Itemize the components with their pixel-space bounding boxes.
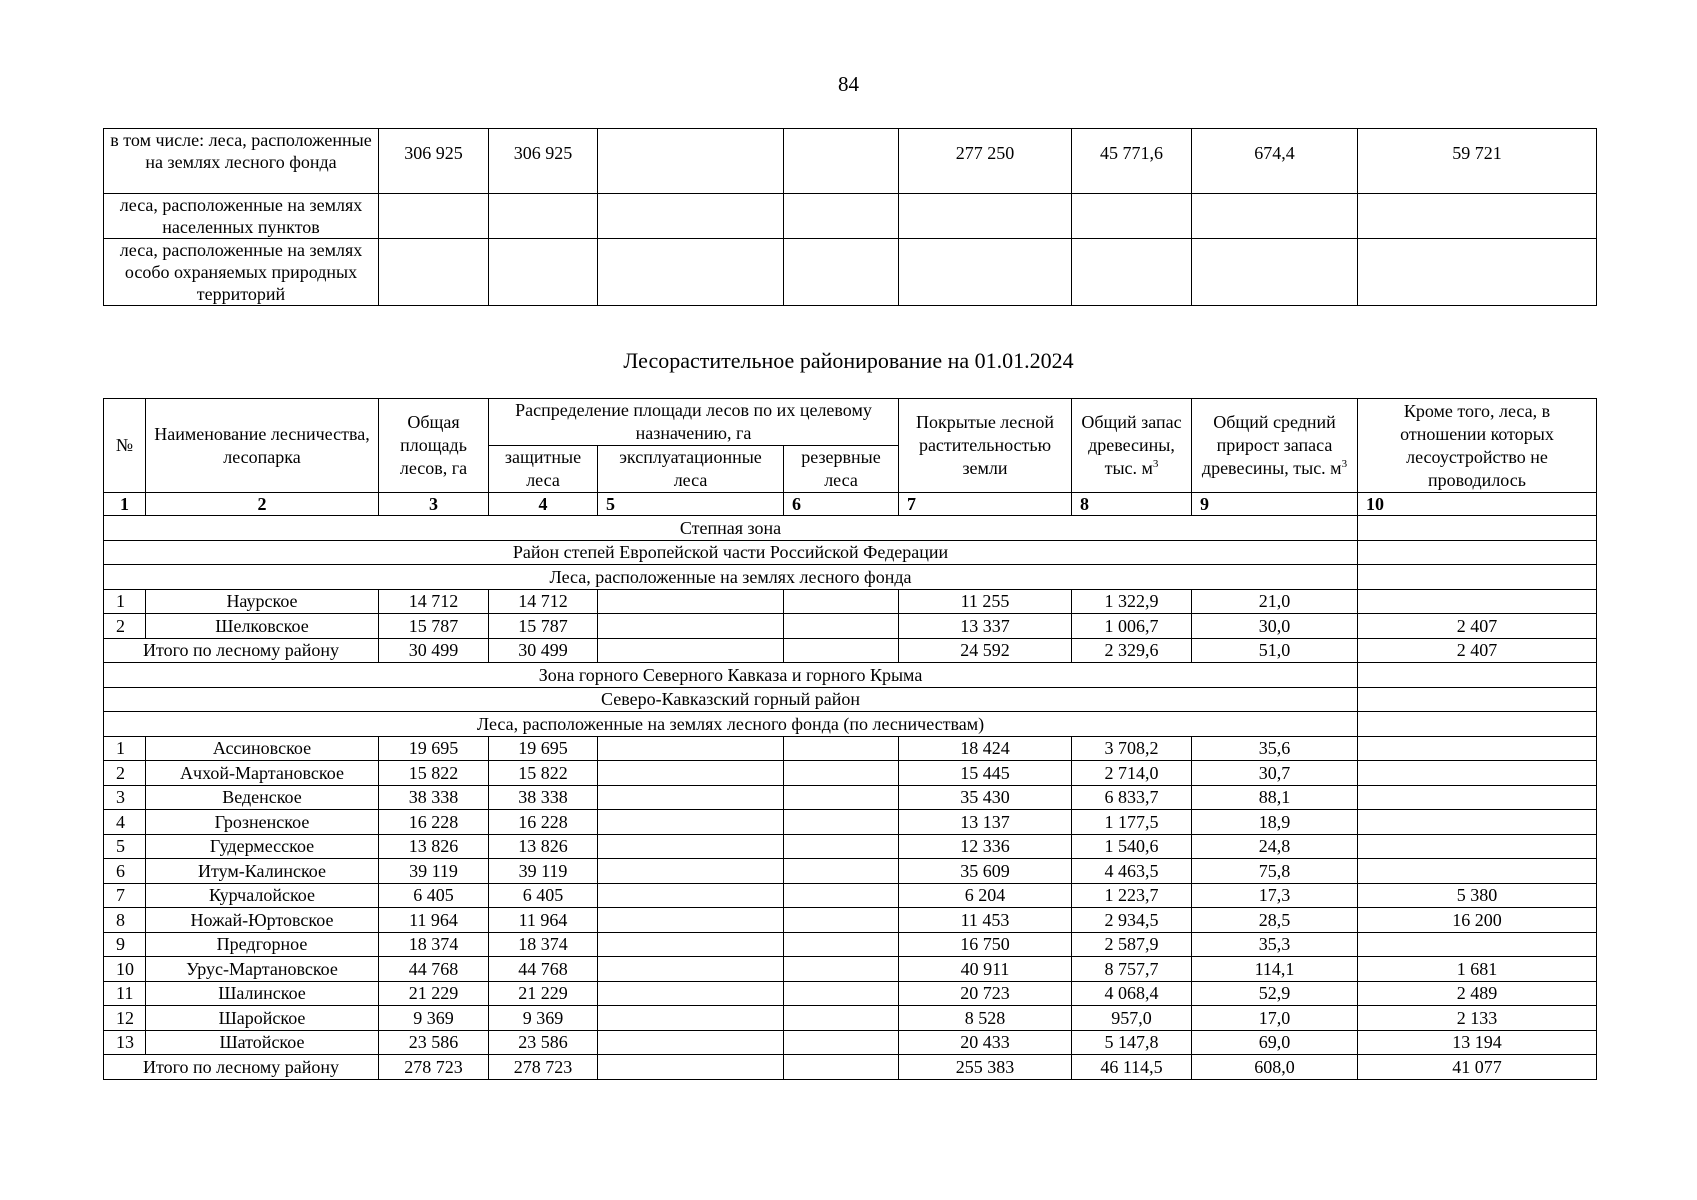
row-number: 10 xyxy=(104,957,146,982)
cell-c5 xyxy=(598,239,784,306)
cell-c7: 40 911 xyxy=(899,957,1072,982)
cell-c10: 5 380 xyxy=(1358,883,1597,908)
cell-c9: 35,6 xyxy=(1192,736,1358,761)
cell-c4: 11 964 xyxy=(489,908,598,933)
cell-c8 xyxy=(1072,239,1192,306)
cell-c6 xyxy=(784,589,899,614)
cell-c7: 20 723 xyxy=(899,981,1072,1006)
cell-c7: 12 336 xyxy=(899,834,1072,859)
section-empty-cell xyxy=(1358,540,1597,565)
cell-c3: 19 695 xyxy=(379,736,489,761)
top-table-row xyxy=(104,129,1597,194)
cell-c9: 114,1 xyxy=(1192,957,1358,982)
total-row xyxy=(104,1055,1597,1080)
header-distribution: Распределение площади лесов по их целевому назначению, га xyxy=(489,399,899,446)
cell-c3: 21 229 xyxy=(379,981,489,1006)
cell-c6 xyxy=(784,883,899,908)
row-number: 6 xyxy=(104,859,146,884)
cell-c8: 6 833,7 xyxy=(1072,785,1192,810)
cell-c6 xyxy=(784,859,899,884)
cell-c3 xyxy=(379,239,489,306)
cell-c3: 306 925 xyxy=(379,129,489,194)
total-label: Итого по лесному району xyxy=(104,1055,379,1080)
forestry-name: Итум-Калинское xyxy=(146,859,379,884)
total-c8: 46 114,5 xyxy=(1072,1055,1192,1080)
cell-c7: 13 337 xyxy=(899,614,1072,639)
forestry-name: Шатойское xyxy=(146,1030,379,1055)
header-stock xyxy=(1072,399,1192,493)
cell-c4: 39 119 xyxy=(489,859,598,884)
cell-c9: 17,0 xyxy=(1192,1006,1358,1031)
cell-c4: 306 925 xyxy=(489,129,598,194)
cell-c10: 1 681 xyxy=(1358,957,1597,982)
cell-c5 xyxy=(598,194,784,239)
cell-c8: 4 463,5 xyxy=(1072,859,1192,884)
section-title: Леса, расположенные на землях лесного фонда (по лесничествам) xyxy=(104,712,1358,737)
table-row xyxy=(104,589,1597,614)
cell-c5 xyxy=(598,834,784,859)
header-besides: Кроме того, леса, в отношении которых лесоустройство не проводилось xyxy=(1358,399,1597,493)
cell-c3: 15 787 xyxy=(379,614,489,639)
total-c10: 41 077 xyxy=(1358,1055,1597,1080)
cell-c7: 8 528 xyxy=(899,1006,1072,1031)
row-number: 12 xyxy=(104,1006,146,1031)
cell-c10 xyxy=(1358,761,1597,786)
row-number: 2 xyxy=(104,614,146,639)
cell-c3: 23 586 xyxy=(379,1030,489,1055)
cell-c10 xyxy=(1358,194,1597,239)
cell-c7: 18 424 xyxy=(899,736,1072,761)
table-row xyxy=(104,908,1597,933)
forestry-name: Предгорное xyxy=(146,932,379,957)
forestry-name: Ножай-Юртовское xyxy=(146,908,379,933)
cell-c8: 1 223,7 xyxy=(1072,883,1192,908)
cell-c9: 30,0 xyxy=(1192,614,1358,639)
cell-c5 xyxy=(598,785,784,810)
cell-c7 xyxy=(899,194,1072,239)
header-protective: защитные леса xyxy=(489,446,598,493)
section-empty-cell xyxy=(1358,687,1597,712)
table-row xyxy=(104,981,1597,1006)
cell-c10 xyxy=(1358,239,1597,306)
cell-c5 xyxy=(598,736,784,761)
table-row xyxy=(104,736,1597,761)
row-number: 7 xyxy=(104,883,146,908)
cell-c8: 2 934,5 xyxy=(1072,908,1192,933)
row-number: 2 xyxy=(104,761,146,786)
cell-c7: 277 250 xyxy=(899,129,1072,194)
row-number: 11 xyxy=(104,981,146,1006)
cell-c9: 24,8 xyxy=(1192,834,1358,859)
cell-c5 xyxy=(598,761,784,786)
row-number: 1 xyxy=(104,736,146,761)
total-c4: 30 499 xyxy=(489,638,598,663)
header-growth-text: Общий средний прирост запаса древесины, тыс. м xyxy=(1201,412,1342,478)
cell-c3: 11 964 xyxy=(379,908,489,933)
header-total-area: Общая площадь лесов, га xyxy=(379,399,489,493)
top-table xyxy=(103,128,1597,306)
cell-c5 xyxy=(598,614,784,639)
header-covered: Покрытые лесной растительностью земли xyxy=(899,399,1072,493)
cell-c10 xyxy=(1358,736,1597,761)
forestry-name: Ачхой-Мартановское xyxy=(146,761,379,786)
cell-c9: 17,3 xyxy=(1192,883,1358,908)
table-row xyxy=(104,957,1597,982)
col-number: 6 xyxy=(784,493,899,516)
total-c6 xyxy=(784,1055,899,1080)
forestry-name: Гудермесское xyxy=(146,834,379,859)
cell-c5 xyxy=(598,957,784,982)
total-row xyxy=(104,638,1597,663)
cell-c7: 35 609 xyxy=(899,859,1072,884)
forestry-name: Курчалойское xyxy=(146,883,379,908)
cell-c6 xyxy=(784,761,899,786)
cell-c4: 23 586 xyxy=(489,1030,598,1055)
total-c10: 2 407 xyxy=(1358,638,1597,663)
cell-c6 xyxy=(784,981,899,1006)
total-c4: 278 723 xyxy=(489,1055,598,1080)
cell-c4: 14 712 xyxy=(489,589,598,614)
cell-c6 xyxy=(784,834,899,859)
cell-c5 xyxy=(598,981,784,1006)
cell-c10 xyxy=(1358,859,1597,884)
cell-c9: 88,1 xyxy=(1192,785,1358,810)
col-number: 3 xyxy=(379,493,489,516)
cell-c8: 2 587,9 xyxy=(1072,932,1192,957)
row-number: 5 xyxy=(104,834,146,859)
total-c5 xyxy=(598,638,784,663)
cell-c6 xyxy=(784,614,899,639)
cell-c6 xyxy=(784,1006,899,1031)
cell-c6 xyxy=(784,1030,899,1055)
cell-c7: 11 255 xyxy=(899,589,1072,614)
table-row xyxy=(104,834,1597,859)
cell-c3 xyxy=(379,194,489,239)
cell-c4: 21 229 xyxy=(489,981,598,1006)
cell-c4: 44 768 xyxy=(489,957,598,982)
cell-c6 xyxy=(784,129,899,194)
cell-c10: 2 407 xyxy=(1358,614,1597,639)
cell-c4 xyxy=(489,239,598,306)
cell-c8: 5 147,8 xyxy=(1072,1030,1192,1055)
cell-c10 xyxy=(1358,785,1597,810)
cell-c9: 69,0 xyxy=(1192,1030,1358,1055)
forestry-name: Урус-Мартановское xyxy=(146,957,379,982)
forestry-name: Шалинское xyxy=(146,981,379,1006)
cell-c4: 15 822 xyxy=(489,761,598,786)
section-empty-cell xyxy=(1358,565,1597,590)
total-c7: 24 592 xyxy=(899,638,1072,663)
section-empty-cell xyxy=(1358,663,1597,688)
section-title: Район степей Европейской части Российской Федерации xyxy=(104,540,1358,565)
header-row-1 xyxy=(104,399,1597,446)
cell-c8: 8 757,7 xyxy=(1072,957,1192,982)
cell-c10 xyxy=(1358,932,1597,957)
cell-c9: 75,8 xyxy=(1192,859,1358,884)
header-stock-sup: 3 xyxy=(1152,458,1159,470)
col-number: 2 xyxy=(146,493,379,516)
forestry-name: Шаройское xyxy=(146,1006,379,1031)
cell-c8: 1 322,9 xyxy=(1072,589,1192,614)
cell-c3: 15 822 xyxy=(379,761,489,786)
cell-c4: 9 369 xyxy=(489,1006,598,1031)
cell-c10: 13 194 xyxy=(1358,1030,1597,1055)
table-row xyxy=(104,1006,1597,1031)
cell-c6 xyxy=(784,957,899,982)
cell-c8: 4 068,4 xyxy=(1072,981,1192,1006)
header-growth xyxy=(1192,399,1358,493)
cell-c9: 35,3 xyxy=(1192,932,1358,957)
cell-c4: 6 405 xyxy=(489,883,598,908)
cell-c7: 15 445 xyxy=(899,761,1072,786)
cell-c3: 13 826 xyxy=(379,834,489,859)
cell-c7: 20 433 xyxy=(899,1030,1072,1055)
cell-c5 xyxy=(598,810,784,835)
header-reserve: резервные леса xyxy=(784,446,899,493)
cell-c7: 11 453 xyxy=(899,908,1072,933)
cell-c5 xyxy=(598,883,784,908)
forestry-name: Наурское xyxy=(146,589,379,614)
section-steppe-region xyxy=(104,540,1597,565)
cell-c8: 1 006,7 xyxy=(1072,614,1192,639)
forestry-name: Веденское xyxy=(146,785,379,810)
section-mountain-forests xyxy=(104,712,1597,737)
table-row xyxy=(104,859,1597,884)
cell-c4: 15 787 xyxy=(489,614,598,639)
header-num: № xyxy=(104,399,146,493)
row-number: 9 xyxy=(104,932,146,957)
cell-c4: 38 338 xyxy=(489,785,598,810)
cell-c7: 6 204 xyxy=(899,883,1072,908)
cell-c3: 44 768 xyxy=(379,957,489,982)
total-c3: 278 723 xyxy=(379,1055,489,1080)
cell-c7: 35 430 xyxy=(899,785,1072,810)
cell-c10 xyxy=(1358,589,1597,614)
cell-c6 xyxy=(784,785,899,810)
cell-c9: 674,4 xyxy=(1192,129,1358,194)
table-title: Лесорастительное районирование на 01.01.2024 xyxy=(623,348,1074,373)
row-number: 4 xyxy=(104,810,146,835)
cell-c3: 6 405 xyxy=(379,883,489,908)
header-exploitation: эксплуатационные леса xyxy=(598,446,784,493)
cell-c5 xyxy=(598,859,784,884)
col-number: 9 xyxy=(1192,493,1358,516)
cell-c9: 30,7 xyxy=(1192,761,1358,786)
cell-c7: 16 750 xyxy=(899,932,1072,957)
cell-c8: 3 708,2 xyxy=(1072,736,1192,761)
cell-c5 xyxy=(598,129,784,194)
cell-c9: 21,0 xyxy=(1192,589,1358,614)
cell-c8: 45 771,6 xyxy=(1072,129,1192,194)
total-c6 xyxy=(784,638,899,663)
cell-c10 xyxy=(1358,834,1597,859)
section-empty-cell xyxy=(1358,516,1597,541)
col-number: 1 xyxy=(104,493,146,516)
forestry-name: Грозненское xyxy=(146,810,379,835)
cell-c4: 19 695 xyxy=(489,736,598,761)
row-label: в том числе: леса, расположенные на землях лесного фонда xyxy=(104,129,379,194)
cell-c6 xyxy=(784,908,899,933)
cell-c10: 2 489 xyxy=(1358,981,1597,1006)
header-stock-text: Общий запас древесины, тыс. м xyxy=(1081,412,1182,478)
table-row xyxy=(104,614,1597,639)
cell-c7: 13 137 xyxy=(899,810,1072,835)
cell-c9: 28,5 xyxy=(1192,908,1358,933)
zoning-table xyxy=(103,398,1597,1080)
section-empty-cell xyxy=(1358,712,1597,737)
section-steppe-zone xyxy=(104,516,1597,541)
section-title: Леса, расположенные на землях лесного фонда xyxy=(104,565,1358,590)
col-number: 5 xyxy=(598,493,784,516)
cell-c5 xyxy=(598,908,784,933)
section-mountain-region xyxy=(104,687,1597,712)
cell-c8: 957,0 xyxy=(1072,1006,1192,1031)
cell-c6 xyxy=(784,194,899,239)
table-row xyxy=(104,883,1597,908)
cell-c9 xyxy=(1192,239,1358,306)
row-number: 13 xyxy=(104,1030,146,1055)
cell-c3: 18 374 xyxy=(379,932,489,957)
table-row xyxy=(104,810,1597,835)
column-numbers-row xyxy=(104,493,1597,516)
row-label: леса, расположенные на землях особо охраняемых природных территорий xyxy=(104,239,379,306)
cell-c10 xyxy=(1358,810,1597,835)
top-table-row xyxy=(104,239,1597,306)
cell-c3: 9 369 xyxy=(379,1006,489,1031)
cell-c5 xyxy=(598,1006,784,1031)
cell-c4 xyxy=(489,194,598,239)
cell-c6 xyxy=(784,239,899,306)
cell-c8: 1 540,6 xyxy=(1072,834,1192,859)
cell-c10: 59 721 xyxy=(1358,129,1597,194)
table-row xyxy=(104,785,1597,810)
cell-c3: 14 712 xyxy=(379,589,489,614)
cell-c4: 16 228 xyxy=(489,810,598,835)
total-c9: 51,0 xyxy=(1192,638,1358,663)
cell-c9: 18,9 xyxy=(1192,810,1358,835)
cell-c6 xyxy=(784,810,899,835)
cell-c6 xyxy=(784,932,899,957)
cell-c5 xyxy=(598,589,784,614)
cell-c8: 1 177,5 xyxy=(1072,810,1192,835)
header-growth-sup: 3 xyxy=(1341,458,1348,470)
total-c3: 30 499 xyxy=(379,638,489,663)
total-c8: 2 329,6 xyxy=(1072,638,1192,663)
cell-c3: 39 119 xyxy=(379,859,489,884)
table-row xyxy=(104,761,1597,786)
cell-c6 xyxy=(784,736,899,761)
table-row xyxy=(104,932,1597,957)
cell-c5 xyxy=(598,1030,784,1055)
col-number: 4 xyxy=(489,493,598,516)
forestry-name: Шелковское xyxy=(146,614,379,639)
row-number: 3 xyxy=(104,785,146,810)
table-row xyxy=(104,1030,1597,1055)
section-mountain-zone xyxy=(104,663,1597,688)
cell-c4: 13 826 xyxy=(489,834,598,859)
section-steppe-forests xyxy=(104,565,1597,590)
total-c7: 255 383 xyxy=(899,1055,1072,1080)
col-number: 8 xyxy=(1072,493,1192,516)
section-title: Степная зона xyxy=(104,516,1358,541)
col-number: 7 xyxy=(899,493,1072,516)
total-c9: 608,0 xyxy=(1192,1055,1358,1080)
total-label: Итого по лесному району xyxy=(104,638,379,663)
header-name: Наименование лесничества, лесопарка xyxy=(146,399,379,493)
cell-c9: 52,9 xyxy=(1192,981,1358,1006)
row-label: леса, расположенные на землях населенных пунктов xyxy=(104,194,379,239)
cell-c8: 2 714,0 xyxy=(1072,761,1192,786)
cell-c9 xyxy=(1192,194,1358,239)
cell-c5 xyxy=(598,932,784,957)
page-number: 84 xyxy=(838,72,859,96)
col-number: 10 xyxy=(1358,493,1597,516)
section-title: Зона горного Северного Кавказа и горного Крыма xyxy=(104,663,1358,688)
cell-c10: 16 200 xyxy=(1358,908,1597,933)
cell-c3: 16 228 xyxy=(379,810,489,835)
cell-c10: 2 133 xyxy=(1358,1006,1597,1031)
section-title: Северо-Кавказский горный район xyxy=(104,687,1358,712)
total-c5 xyxy=(598,1055,784,1080)
cell-c8 xyxy=(1072,194,1192,239)
top-table-row xyxy=(104,194,1597,239)
cell-c4: 18 374 xyxy=(489,932,598,957)
forestry-name: Ассиновское xyxy=(146,736,379,761)
row-number: 8 xyxy=(104,908,146,933)
cell-c7 xyxy=(899,239,1072,306)
row-number: 1 xyxy=(104,589,146,614)
cell-c3: 38 338 xyxy=(379,785,489,810)
